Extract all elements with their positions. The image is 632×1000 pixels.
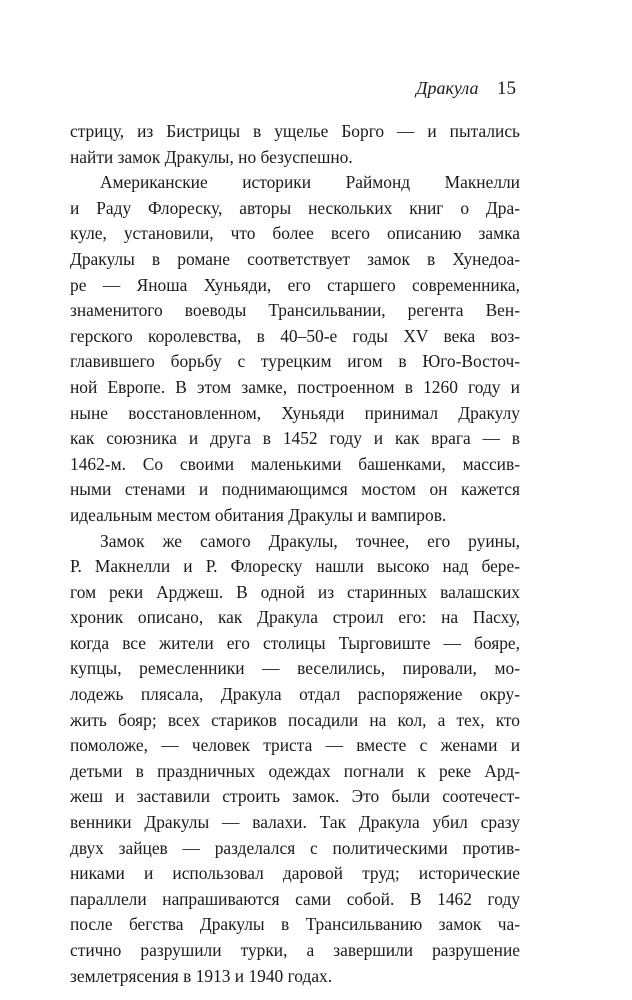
text-line: лодежь плясала, Дракула отдал распоряжение окру- (70, 684, 520, 705)
text-line: никами и использовал даровой труд; исторические (70, 863, 520, 884)
text-line: когда все жители его столицы Тырговиште — бояре, (70, 632, 520, 653)
body-text (70, 119, 520, 989)
running-head-title: Дракула (416, 78, 479, 98)
page-number: 15 (497, 78, 516, 99)
text-line: ной Европе. В этом замке, построенном в 1260 году и (70, 376, 520, 397)
text-line: жеш и заставили строить замок. Это были соотечест- (70, 786, 520, 807)
running-head (416, 78, 516, 99)
text-line: Р. Макнелли и Р. Флореску нашли высоко над бере- (70, 556, 520, 577)
text-line: землетрясения в 1913 и 1940 годах. (70, 965, 333, 986)
text-line: двух зайцев — разделался с политическими против- (70, 837, 520, 858)
text-line: стично разрушили турки, а завершили разрушение (70, 940, 520, 960)
text-line: найти замок Дракулы, но безуспешно. (70, 146, 353, 167)
text-line: после бегства Дракулы в Трансильванию замок ча- (70, 914, 520, 935)
text-line: Замок же самого Дракулы, точнее, его руины, (100, 530, 520, 551)
text-line: куле, установили, что более всего описанию замка (70, 223, 520, 244)
text-line: детьми в праздничных одеждах погнали к реке Ард- (70, 760, 520, 781)
text-line: жить бояр; всех стариков посадили на кол, а тех, кто (70, 709, 520, 730)
text-line: идеальным местом обитания Дракулы и вампиров. (70, 504, 447, 525)
text-line: Дракулы в романе соответствует замок в Хунедоа- (70, 248, 520, 269)
text-line: герского королевства, в 40–50-е годы XV века воз- (70, 325, 520, 346)
text-line: стрицу, из Бистрицы в ущелье Борго — и пытались (70, 121, 520, 141)
text-line: знаменитого воеводы Трансильвании, регента Вен- (70, 300, 520, 321)
text-line: главившего борьбу с турецким игом в Юго-Восточ- (70, 351, 520, 372)
text-line: ныне восстановленном, Хуньяди принимал Дракулу (70, 402, 520, 423)
text-line: 1462-м. Со своими маленькими башенками, массив- (70, 453, 520, 474)
text-line: помоложе, — человек триста — вместе с женами и (70, 735, 520, 756)
text-line: венники Дракулы — валахи. Так Дракула убил сразу (70, 812, 520, 833)
text-line: ными стенами и поднимающимся мостом он кажется (70, 479, 520, 500)
text-line: хроник описано, как Дракула строил его: на Пасху, (70, 607, 520, 628)
text-line: ре — Яноша Хуньяди, его старшего современника, (70, 274, 520, 295)
text-line: купцы, ремесленники — веселились, пировали, мо- (70, 658, 520, 679)
text-line: Американские историки Раймонд Макнелли (100, 172, 520, 193)
text-line: гом реки Арджеш. В одной из старинных валашских (70, 581, 520, 602)
text-line: и Раду Флореску, авторы нескольких книг о Дра- (70, 197, 520, 218)
text-line: параллели напрашиваются сами собой. В 1462 году (70, 888, 520, 909)
text-line: как союзника и друга в 1452 году и как врага — в (70, 428, 520, 449)
